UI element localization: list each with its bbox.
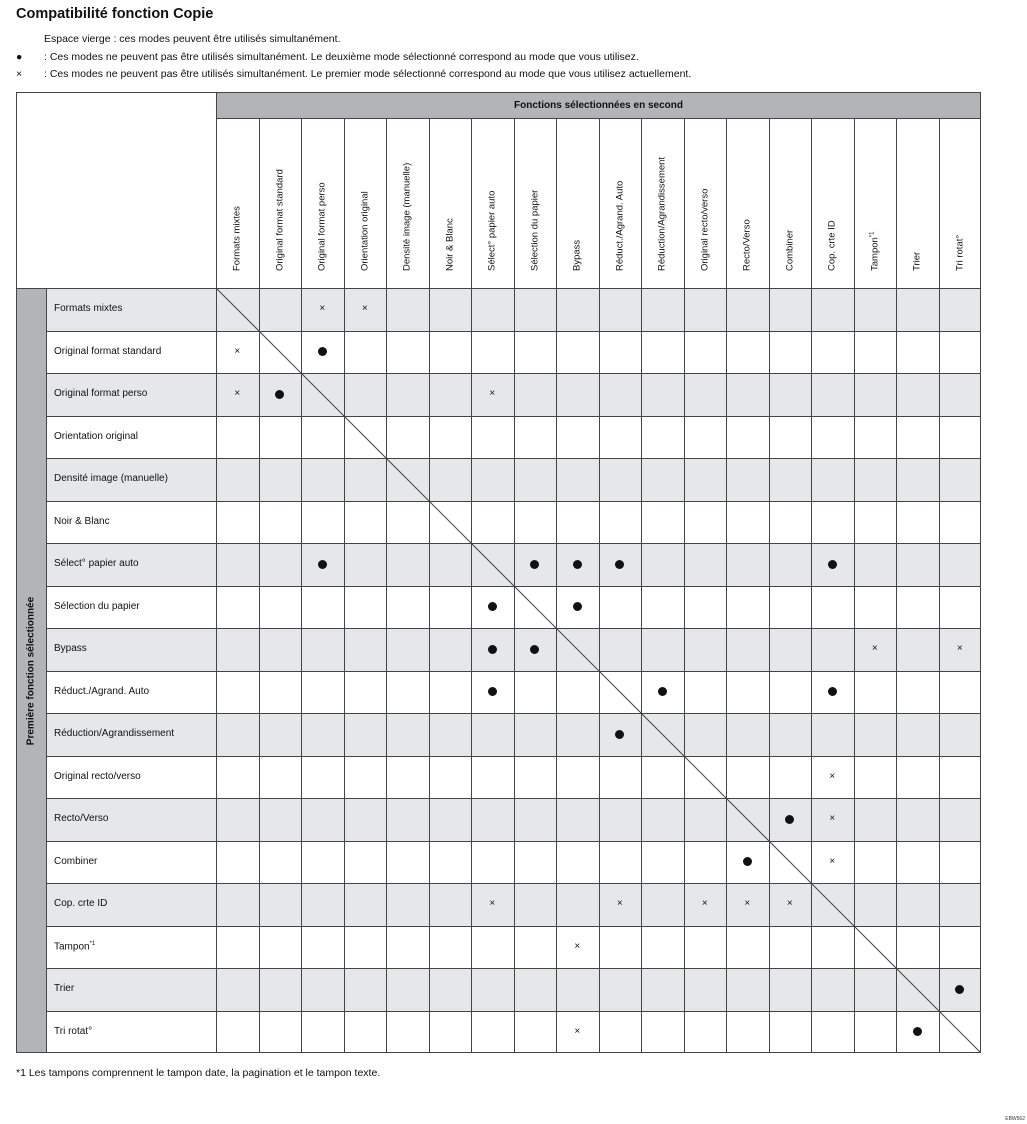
column-header xyxy=(726,118,769,288)
row-header: Original format perso xyxy=(54,388,148,400)
matrix-cell xyxy=(811,543,854,586)
matrix-cell xyxy=(599,713,642,756)
matrix-cell xyxy=(556,586,599,629)
column-group-header: Fonctions sélectionnées en second xyxy=(216,92,981,118)
matrix-cell xyxy=(641,671,684,714)
column-header-label: Trier xyxy=(911,251,923,271)
legend-symbol: × xyxy=(16,68,23,80)
incompatible-cross-mark: × xyxy=(361,303,368,315)
incompatible-dot-mark xyxy=(828,687,837,696)
incompatible-dot-mark xyxy=(743,857,752,866)
column-header xyxy=(896,118,939,288)
incompatible-dot-mark xyxy=(488,602,497,611)
grid-line xyxy=(46,586,981,587)
legend-symbol: ● xyxy=(16,51,23,63)
grid-line xyxy=(46,756,981,757)
matrix-cell xyxy=(896,1011,939,1054)
grid-line xyxy=(46,628,981,629)
incompatible-cross-mark: × xyxy=(489,898,496,910)
incompatible-cross-mark: × xyxy=(234,388,241,400)
matrix-cell xyxy=(216,373,259,416)
column-header-label: Réduction/Agrandissement xyxy=(656,156,668,271)
matrix-cell xyxy=(556,926,599,969)
matrix-cell xyxy=(301,331,344,374)
row-group-label: Première fonction sélectionnée xyxy=(25,596,37,745)
grid-line xyxy=(46,798,981,799)
grid-line xyxy=(16,92,17,1053)
legend-blank xyxy=(16,33,340,45)
incompatible-dot-mark xyxy=(530,560,539,569)
grid-line xyxy=(46,671,981,672)
row-header: Cop. crte ID xyxy=(54,898,108,910)
matrix-cell xyxy=(471,671,514,714)
legend-text: Espace vierge : ces modes peuvent être utilisés simultanément. xyxy=(44,33,341,45)
row-header: Bypass xyxy=(54,643,87,655)
incompatible-dot-mark xyxy=(318,347,327,356)
incompatible-dot-mark xyxy=(615,730,624,739)
incompatible-dot-mark xyxy=(573,560,582,569)
column-header-label: Original format perso xyxy=(316,182,328,271)
matrix-cell xyxy=(216,331,259,374)
matrix-cell xyxy=(811,841,854,884)
row-header: Formats mixtes xyxy=(54,303,123,315)
column-header-label: Recto/Verso xyxy=(741,219,753,271)
row-header: Sélect° papier auto xyxy=(54,558,139,570)
matrix-cell xyxy=(556,1011,599,1054)
matrix-cell xyxy=(514,628,557,671)
column-header-label: Original recto/verso xyxy=(699,188,711,271)
incompatible-dot-mark xyxy=(573,602,582,611)
grid-line xyxy=(46,543,981,544)
matrix-cell xyxy=(301,543,344,586)
grid-line xyxy=(46,841,981,842)
grid-line xyxy=(46,331,981,332)
grid-line xyxy=(16,92,981,93)
row-header: Réduct./Agrand. Auto xyxy=(54,685,150,697)
matrix-cell xyxy=(769,798,812,841)
grid-line xyxy=(46,458,981,459)
grid-line xyxy=(46,1011,981,1012)
column-header-label: Orientation original xyxy=(359,191,371,271)
row-group-header xyxy=(16,288,46,1053)
row-header: Tri rotat° xyxy=(54,1025,93,1037)
incompatible-cross-mark: × xyxy=(786,898,793,910)
matrix-cell xyxy=(471,628,514,671)
column-header xyxy=(939,118,982,288)
legend-cross xyxy=(16,68,691,80)
row-header: Tampon$^{*1}$ xyxy=(54,940,96,953)
column-header-label: Cop. crte ID xyxy=(826,220,838,271)
column-header xyxy=(344,118,387,288)
grid-line xyxy=(46,968,981,969)
legend-dot xyxy=(16,51,639,63)
incompatible-cross-mark: × xyxy=(701,898,708,910)
column-header-label: Formats mixtes xyxy=(231,206,243,271)
row-header: Réduction/Agrandissement xyxy=(54,728,175,740)
row-header: Noir & Blanc xyxy=(54,515,110,527)
column-header xyxy=(514,118,557,288)
grid-line xyxy=(216,92,217,1053)
matrix-cell xyxy=(259,373,302,416)
incompatible-dot-mark xyxy=(488,687,497,696)
column-header xyxy=(429,118,472,288)
grid-line xyxy=(46,373,981,374)
column-header-label: Densité image (manuelle) xyxy=(401,162,413,271)
matrix-cell xyxy=(811,671,854,714)
matrix-cell xyxy=(726,841,769,884)
column-header xyxy=(216,118,259,288)
matrix-cell xyxy=(726,883,769,926)
column-header xyxy=(556,118,599,288)
matrix-cell xyxy=(811,756,854,799)
grid-line xyxy=(16,288,981,289)
matrix-cell xyxy=(471,883,514,926)
column-header-label: Combiner xyxy=(784,229,796,271)
incompatible-dot-mark xyxy=(955,985,964,994)
matrix-cell xyxy=(344,288,387,331)
incompatible-dot-mark xyxy=(658,687,667,696)
incompatible-cross-mark: × xyxy=(829,855,836,867)
column-header xyxy=(641,118,684,288)
incompatible-dot-mark xyxy=(530,645,539,654)
incompatible-dot-mark xyxy=(318,560,327,569)
column-header xyxy=(599,118,642,288)
grid-line xyxy=(46,501,981,502)
column-header xyxy=(259,118,302,288)
column-header xyxy=(769,118,812,288)
figure-code: EBW562 xyxy=(1005,1116,1025,1122)
grid-line xyxy=(46,883,981,884)
column-header-label: Bypass xyxy=(571,239,583,271)
matrix-cell xyxy=(471,586,514,629)
incompatible-cross-mark: × xyxy=(829,813,836,825)
matrix-cell xyxy=(471,373,514,416)
incompatible-dot-mark xyxy=(785,815,794,824)
matrix-cell xyxy=(599,543,642,586)
row-header: Trier xyxy=(54,983,75,995)
column-header xyxy=(386,118,429,288)
incompatible-dot-mark xyxy=(828,560,837,569)
incompatible-cross-mark: × xyxy=(744,898,751,910)
row-header: Original recto/verso xyxy=(54,770,141,782)
column-header xyxy=(471,118,514,288)
legend-text: : Ces modes ne peuvent pas être utilisés simultanément. Le premier mode sélectionné correspond au mode que vous utilisez actuellement. xyxy=(44,68,692,80)
matrix-cell xyxy=(939,968,982,1011)
column-header xyxy=(684,118,727,288)
column-header-label: Sélect° papier auto xyxy=(486,190,498,271)
compatibility-table xyxy=(16,92,981,1053)
incompatible-cross-mark: × xyxy=(574,1025,581,1037)
incompatible-cross-mark: × xyxy=(616,898,623,910)
grid-line xyxy=(46,926,981,927)
incompatible-cross-mark: × xyxy=(489,388,496,400)
incompatible-cross-mark: × xyxy=(234,345,241,357)
row-header: Orientation original xyxy=(54,430,138,442)
column-header-label: Tri rotat° xyxy=(954,234,966,271)
incompatible-cross-mark: × xyxy=(956,643,963,655)
incompatible-dot-mark xyxy=(615,560,624,569)
incompatible-dot-mark xyxy=(913,1027,922,1036)
matrix-cell xyxy=(769,883,812,926)
matrix-cell xyxy=(599,883,642,926)
row-header: Original format standard xyxy=(54,345,162,357)
legend-text: : Ces modes ne peuvent pas être utilisés simultanément. Le deuxième mode sélectionné correspond au mode que vous utilisez. xyxy=(44,51,639,63)
matrix-cell xyxy=(939,628,982,671)
matrix-cell xyxy=(514,543,557,586)
incompatible-cross-mark: × xyxy=(319,303,326,315)
column-header-label: Tampon$^{*1}$ xyxy=(869,231,881,271)
incompatible-dot-mark xyxy=(488,645,497,654)
row-header: Combiner xyxy=(54,855,98,867)
grid-line xyxy=(46,416,981,417)
column-header xyxy=(301,118,344,288)
column-header-label: Réduct./Agrand. Auto xyxy=(614,180,626,271)
grid-line xyxy=(980,92,981,1053)
incompatible-cross-mark: × xyxy=(829,770,836,782)
incompatible-cross-mark: × xyxy=(574,940,581,952)
row-header: Recto/Verso xyxy=(54,813,109,825)
column-header xyxy=(854,118,897,288)
incompatible-cross-mark: × xyxy=(871,643,878,655)
grid-line xyxy=(16,1052,981,1053)
matrix-cell xyxy=(854,628,897,671)
column-header-label: Original format standard xyxy=(274,169,286,271)
grid-line xyxy=(46,713,981,714)
footnote: *1 Les tampons comprennent le tampon date, la pagination et le tampon texte. xyxy=(16,1067,381,1079)
incompatible-dot-mark xyxy=(275,390,284,399)
matrix-cell xyxy=(811,798,854,841)
column-header-label: Sélection du papier xyxy=(529,189,541,271)
row-header: Sélection du papier xyxy=(54,600,140,612)
matrix-cell xyxy=(684,883,727,926)
column-header xyxy=(811,118,854,288)
column-header-label: Noir & Blanc xyxy=(444,218,456,271)
matrix-cell xyxy=(301,288,344,331)
row-header: Densité image (manuelle) xyxy=(54,473,168,485)
matrix-cell xyxy=(556,543,599,586)
page-title: Compatibilité fonction Copie xyxy=(16,6,214,22)
